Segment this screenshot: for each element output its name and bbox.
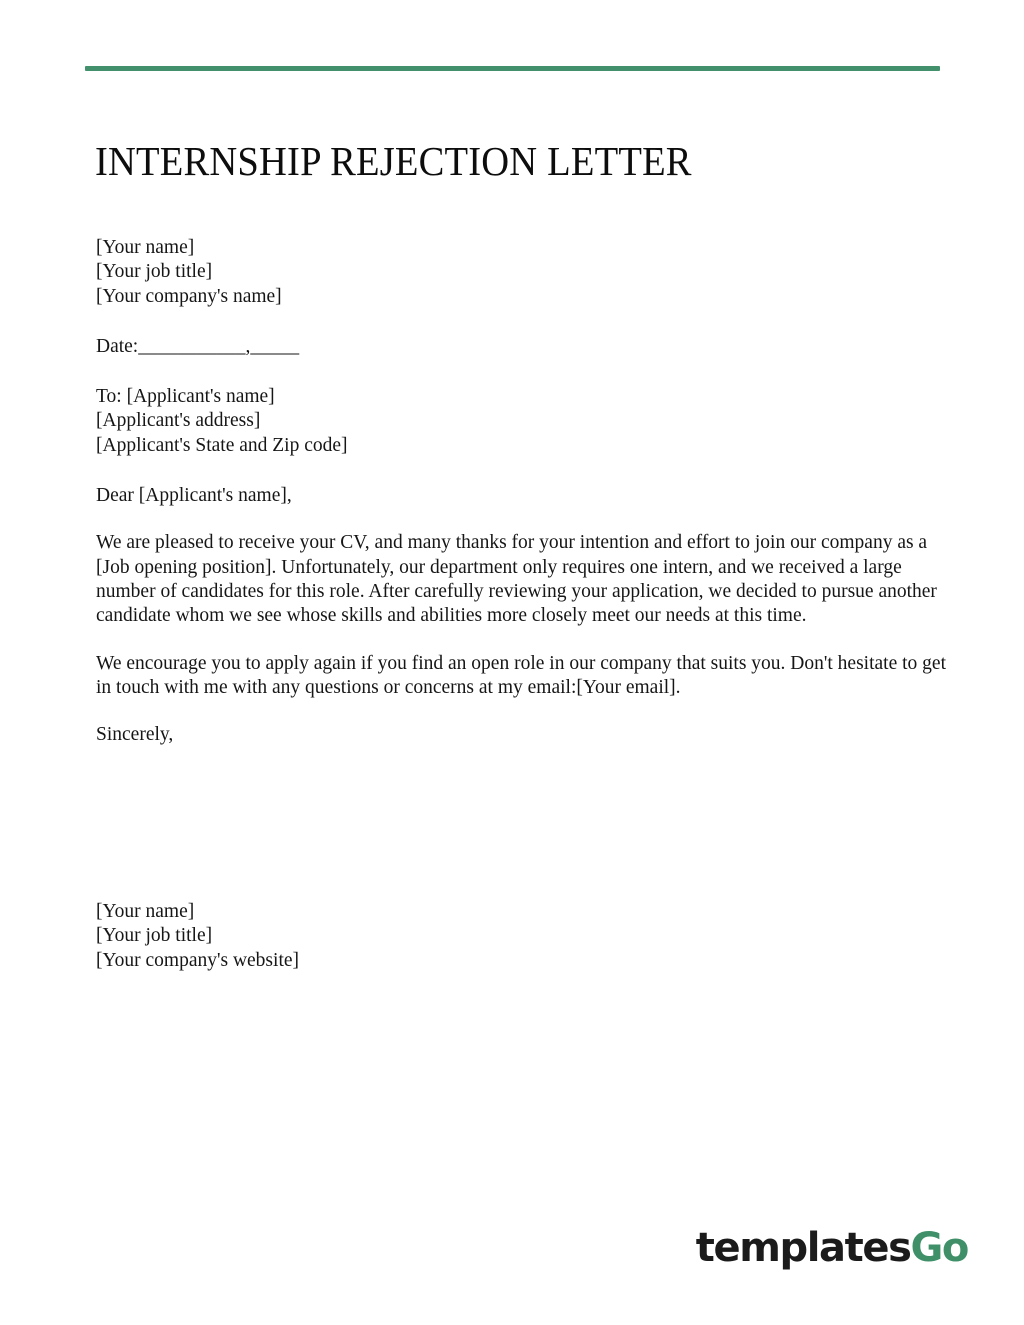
recipient-block bbox=[96, 385, 952, 458]
salutation-block bbox=[96, 484, 952, 508]
closing-salutation: Sincerely, bbox=[96, 724, 174, 746]
signature-job-title: [Your job title] bbox=[96, 925, 213, 947]
signature-website: [Your company's website] bbox=[96, 949, 300, 971]
templatesgo-logo bbox=[695, 1225, 968, 1271]
signature-block bbox=[96, 900, 696, 973]
body-paragraph-1: We are pleased to receive your CV, and many thanks for your intention and effort to join our company as a [Job opening position]. Unfortunately, our department only requires one intern, and we received a large number of candidates for this role. After carefully reviewing your application, we decided to pursue another candidate whom we see whose skills and abilities more closely meet our needs at this time. bbox=[96, 532, 937, 627]
sender-company: [Your company's name] bbox=[96, 285, 282, 307]
signature-name: [Your name] bbox=[96, 901, 195, 922]
closing-block bbox=[96, 723, 952, 747]
recipient-name: To: [Applicant's name] bbox=[96, 386, 275, 408]
salutation: Dear [Applicant's name], bbox=[96, 485, 292, 507]
recipient-state-zip: [Applicant's State and Zip code] bbox=[96, 434, 348, 456]
sender-block bbox=[96, 236, 952, 309]
date-block bbox=[96, 335, 952, 359]
sender-name: [Your name] bbox=[96, 237, 195, 258]
recipient-address: [Applicant's address] bbox=[96, 410, 261, 432]
letter-body bbox=[96, 236, 952, 747]
page-title: INTERNSHIP REJECTION LETTER bbox=[95, 138, 692, 185]
logo-text-templates: templates bbox=[695, 1225, 911, 1271]
date-line: Date:___________,_____ bbox=[96, 335, 300, 357]
body-paragraph-2: We encourage you to apply again if you find an open role in our company that suits you. Don't hesitate to get in touch with me with any questions or concerns at my email:[Your email]. bbox=[96, 652, 946, 698]
logo-text-go: Go bbox=[910, 1225, 968, 1271]
top-accent-rule bbox=[85, 66, 940, 71]
sender-job-title: [Your job title] bbox=[96, 261, 213, 283]
